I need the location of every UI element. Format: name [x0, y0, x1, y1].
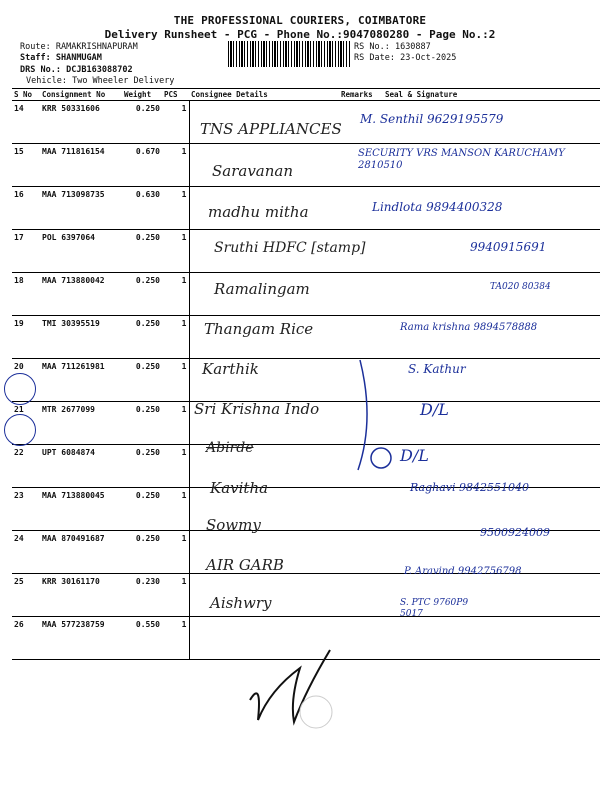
rs-date-line: RS Date: 23-Oct-2025 — [354, 53, 457, 63]
table-row: 22 UPT 6084874 0.250 1 — [12, 445, 600, 488]
handwritten-consignee: Ramalingam — [214, 280, 310, 298]
handwritten-signature: Rama krishna 9894578888 — [400, 322, 538, 333]
handwritten-consignee: Kavitha — [210, 479, 269, 497]
table-row: 21 MTR 2677099 0.250 1 — [12, 402, 600, 445]
handwritten-consignee: AIR GARB — [206, 556, 284, 574]
handwritten-consignee: Aishwry — [210, 594, 272, 612]
table-row: 19 TMI 30395519 0.250 1 — [12, 316, 600, 359]
handwritten-consignee: TNS APPLIANCES — [200, 120, 342, 138]
table-row: 18 MAA 713880042 0.250 1 — [12, 273, 600, 316]
table-row: 15 MAA 711816154 0.670 1 — [12, 144, 600, 187]
col-consignee: Consignee Details — [189, 89, 339, 101]
handwritten-signature: P. Aravind 9942756798 — [404, 566, 522, 577]
table-row: 24 MAA 870491687 0.250 1 — [12, 531, 600, 574]
vehicle-line: Vehicle: Two Wheeler Delivery — [26, 76, 175, 86]
handwritten-signature: 9940915691 — [470, 240, 547, 254]
runsheet-subtitle: Delivery Runsheet - PCG - Phone No.:9047080280 - Page No.:2 — [104, 28, 496, 41]
handwritten-signature: M. Senthil 9629195579 — [360, 112, 504, 126]
handwritten-consignee: Thangam Rice — [204, 320, 314, 338]
handwritten-consignee: Sruthi HDFC [stamp] — [214, 240, 366, 256]
handwritten-consignee: Sowmy — [206, 516, 261, 534]
ink-circle-mark — [371, 448, 391, 468]
table-row: 17 POL 6397064 0.250 1 — [12, 230, 600, 273]
handwritten-consignee: Abirde — [206, 440, 254, 456]
table-row: 16 MAA 713098735 0.630 1 — [12, 187, 600, 230]
handwritten-signature: Raghavi 9842551040 — [410, 481, 529, 494]
drs-line: DRS No.: DCJB163088702 — [20, 65, 133, 75]
handwritten-signature: D/L — [420, 400, 449, 419]
faint-stamp — [300, 696, 332, 728]
route-line: Route: RAMAKRISHNAPURAM — [20, 42, 138, 52]
col-pcs: PCS — [162, 89, 189, 101]
handwritten-consignee: Sri Krishna Indo — [194, 400, 320, 418]
handwritten-signature: S. Kathur — [408, 362, 466, 376]
col-seal: Seal & Signature — [383, 89, 600, 101]
table-row: 26 MAA 577238759 0.550 1 — [12, 617, 600, 660]
handwritten-signature: S. PTC 9760P9 5017 — [400, 598, 469, 619]
bottom-initial-scribble — [250, 650, 330, 722]
company-title: THE PROFESSIONAL COURIERS, COIMBATORE — [173, 14, 427, 27]
table-row: 20 MAA 711261981 0.250 1 — [12, 359, 600, 402]
staff-line: Staff: SHANMUGAM — [20, 53, 102, 63]
handwritten-signature: TA020 80384 — [490, 282, 551, 292]
col-weight: Weight — [122, 89, 162, 101]
handwritten-signature: 9500924009 — [480, 526, 550, 539]
table-row: 14 KRR 50331606 0.250 1 — [12, 101, 600, 144]
handwritten-consignee: Karthik — [202, 360, 259, 378]
table-row: 23 MAA 713880045 0.250 1 — [12, 488, 600, 531]
rs-no-line: RS No.: 1630887 — [354, 42, 431, 52]
handwritten-consignee: madhu mitha — [208, 203, 309, 221]
handwritten-consignee: Saravanan — [212, 162, 294, 180]
col-remarks: Remarks — [339, 89, 383, 101]
handwritten-signature: Lindlota 9894400328 — [372, 200, 503, 214]
handwritten-signature: SECURITY VRS MANSON KARUCHAMY 2810510 — [358, 148, 565, 171]
col-sno: S No — [12, 89, 40, 101]
handwritten-signature: D/L — [400, 446, 429, 465]
bracket-ink-mark — [358, 360, 367, 470]
col-consignment: Consignment No — [40, 89, 122, 101]
table-row: 25 KRR 30161170 0.230 1 — [12, 574, 600, 617]
